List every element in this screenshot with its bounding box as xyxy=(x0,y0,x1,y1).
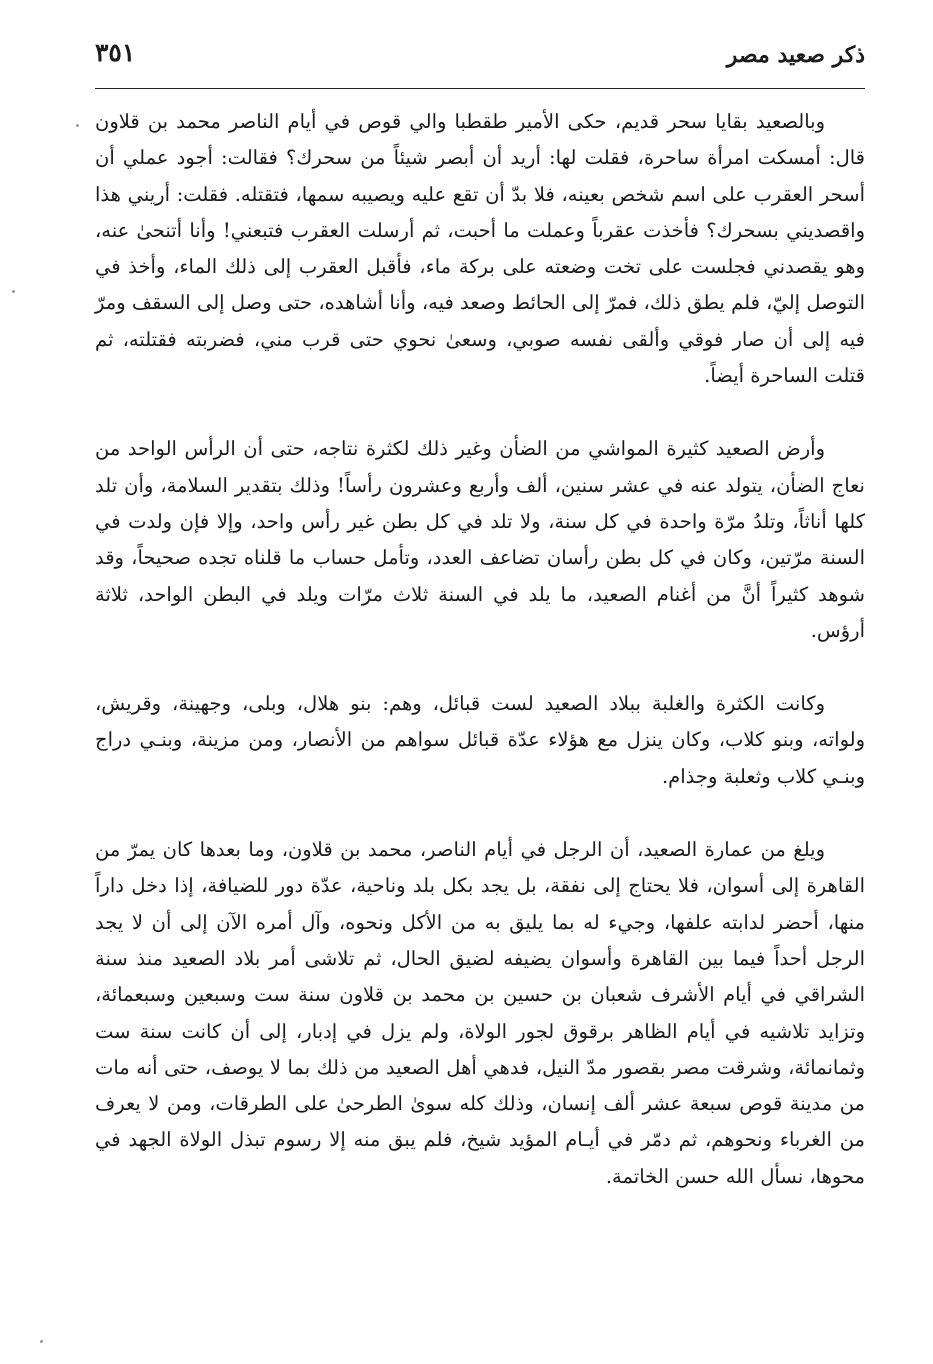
paragraph-tribes: وكانت الكثرة والغلبة ببلاد الصعيد لست قبائل، وهم: بنو هلال، وبلى، وجهينة، وقريش، ولواته، وبنو كلاب، وكان ينزل مع هؤلاء عدّة قبائل سواهم من الأنصار، ومن مزينة، وبنـي دراج وبنـي كلاب وثعلبة وجذام. xyxy=(95,692,865,788)
body-text xyxy=(95,104,865,1195)
paragraph-gap xyxy=(95,394,865,431)
paragraph-livestock: وأرض الصعيد كثيرة المواشي من الضأن وغير ذلك لكثرة نتاجه، حتى أن الرأس الواحد من نعاج الضأن، يتولد عنه في عشر سنين، ألف وأربع وعشرون رأساً! وذلك بتقدير السلامة، وأن تلد كلها أناثاً، وتلدُ مرّة واحدة في كل سنة، ولا تلد في كل بطن غير رأس واحد، وإلا فإن ولدت في السنة مرّتين، وكان في كل بطن رأسان تضاعف العدد، وتأمل حساب ما قلناه تجده صحيحاً، وقد شوهد كثيراً أنَّ من أغنام الصعيد، ما يلد في السنة ثلاث مرّات ويلد في البطن الواحد، ثلاثة أرؤس. xyxy=(95,437,865,642)
running-title: ذكر صعيد مصر xyxy=(726,42,865,68)
scan-speck xyxy=(76,124,79,127)
scan-speck xyxy=(12,290,15,293)
paragraph-gap xyxy=(95,649,865,686)
page-header xyxy=(95,34,865,89)
scan-speck xyxy=(40,1340,43,1343)
paragraph-gap xyxy=(95,795,865,832)
paragraph-prosperity: ويلغ من عمارة الصعيد، أن الرجل في أيام الناصر، محمد بن قلاون، وما بعدها كان يمرّ من القاهرة إلى أسوان، فلا يحتاج إلى نفقة، بل يجد بكل بلد وناحية، عدّة دور للضيافة، إذا دخل داراً منها، أحضر لدابته علفها، وجيء له بما يليق به من الأكل ونحوه، وآل أمره الآن إلى أن لا يجد الرجل أحداً فيما بين القاهرة وأسوان يضيفه لضيق الحال، ثم تلاشى أمر بلاد الصعيد منذ سنة الشراقي في أيام الأشرف شعبان بن حسين بن محمد بن قلاون سنة ست وسبعين وسبعمائة، وتزايد تلاشيه في أيام الظاهر برقوق لجور الولاة، ولم يزل في إدبار، إلى أن كانت سنة ست وثمانمائة، وشرقت مصر بقصور مدّ النيل، فدهي أهل الصعيد من ذلك بما لا يوصف، حتى أنه مات من مدينة قوص سبعة عشر ألف إنسان، وذلك كله سوىٰ الطرحىٰ على الطرقات، ومن لا يعرف من الغرباء ونحوهم، ثم دمّر في أيـام المؤيد شيخ، فلم يبق منه إلا رسوم تبذل الولاة الجهد في محوها، نسأل الله حسن الخاتمة. xyxy=(95,838,865,1188)
page-number: ٣٥١ xyxy=(95,38,136,67)
paragraph-sorcery: وبالصعيد بقايا سحر قديم، حكى الأمير طقطبا والي قوص في أيام الناصر محمد بن قلاون قال: أمسكت امرأة ساحرة، فقلت لها: أريد أن أبصر شيئاً من سحرك؟ فقالت: أجود عملي أن أسحر العقرب على اسم شخص بعينه، فلا بدّ أن تقع عليه ويصيبه سمها، فتقتله. فقلت: أريني هذا واقصديني بسحرك؟ فأخذت عقرباً وعملت ما أحبت، ثم أرسلت العقرب فتبعني! وأنا أتنحىٰ عنه، وهو يقصدني فجلست على تخت وضعته على بركة ماء، فأقبل العقرب إلى ذلك الماء، وأخذ في التوصل إليّ، فلم يطق ذلك، فمرّ إلى الحائط وصعد فيه، وأنا أشاهده، حتى وصل إلى السقف ومرّ فيه إلى أن صار فوقي وألقى نفسه صوبي، وسعىٰ نحوي حتى قرب مني، فضربته فقتلته، ثم قتلت الساحرة أيضاً. xyxy=(95,110,865,388)
